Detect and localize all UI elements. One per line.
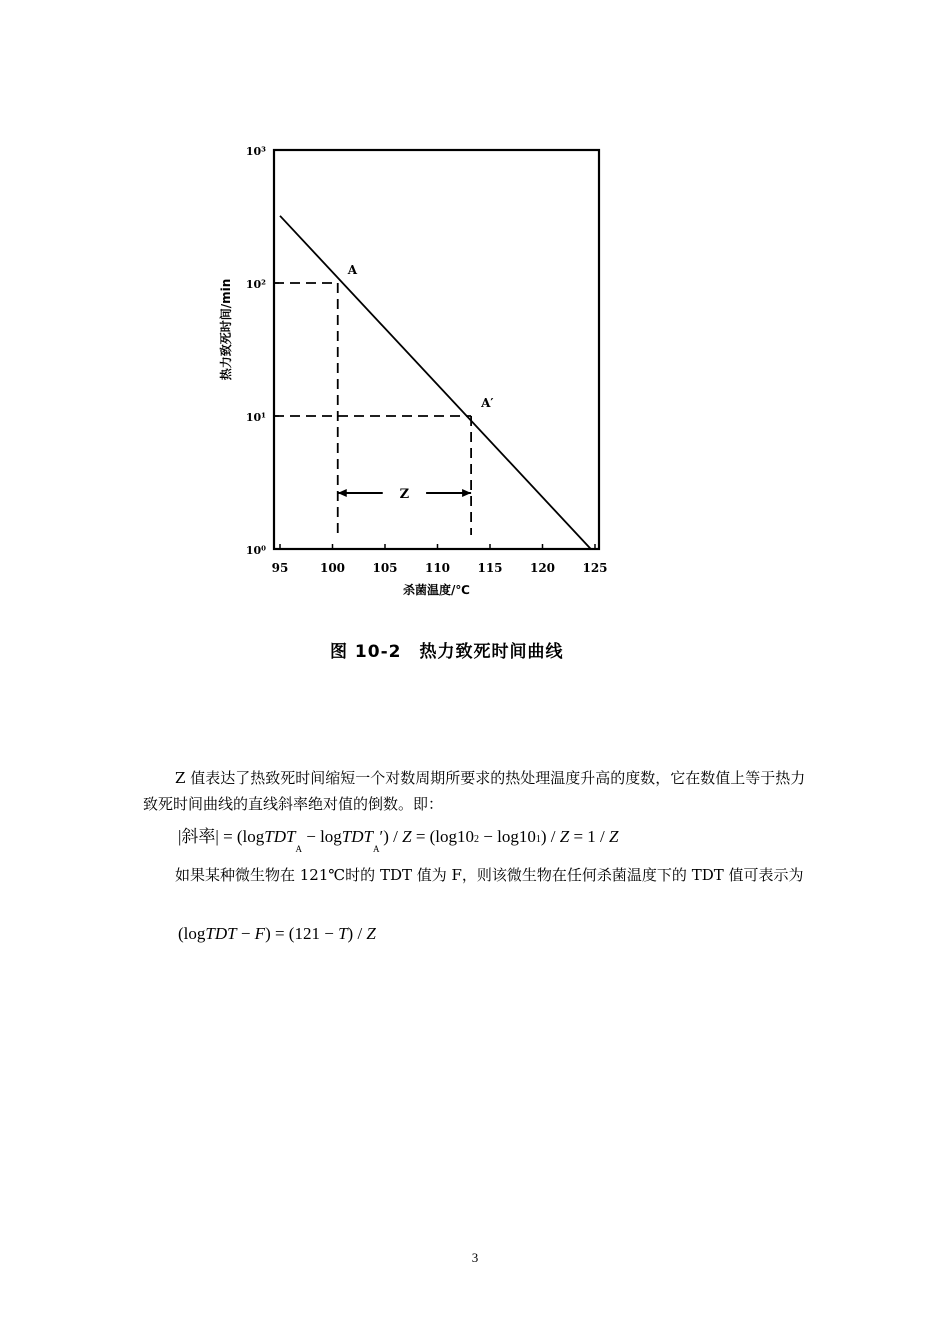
plot-frame <box>274 150 599 549</box>
page-number: 3 <box>471 1250 479 1265</box>
y-tick-label: 10¹ <box>245 411 266 424</box>
x-tick-label: 95 <box>271 561 289 575</box>
figure-caption <box>330 637 563 662</box>
x-axis-label: 杀菌温度/℃ <box>403 583 470 597</box>
paragraph-tdt-f: 如果某种微生物在 121℃时的 TDT 值为 F，则该微生物在任何杀菌温度下的 TDT 值可表示为 <box>175 866 804 884</box>
chart-lines <box>274 216 591 549</box>
chart-axes <box>274 150 599 549</box>
equation-tdt: (logTDT − F) = (121 − T) / Z <box>178 924 376 943</box>
y-tick-label: 10² <box>245 278 266 291</box>
y-axis-label: 热力致死时间/min <box>219 278 233 381</box>
y-tick-label: 10³ <box>245 145 266 158</box>
point-label-a: A <box>347 263 358 277</box>
x-tick-label: 100 <box>319 561 346 575</box>
x-tick-label: 115 <box>477 561 503 575</box>
equation-slope-left: |斜率| <box>178 827 219 846</box>
point-label-a-prime: A′ <box>481 396 494 410</box>
x-tick-label: 120 <box>529 561 556 575</box>
x-tick-label: 105 <box>372 561 398 575</box>
z-label: Z <box>399 487 410 502</box>
figure-caption-text: 热力致死时间曲线 <box>419 642 564 662</box>
equation-slope: |斜率| = (logTDT$_A$ − logTDT$_A$′) / Z = (log102 − log101) / Z = 1 / Z <box>178 827 619 854</box>
z-arrow-left <box>338 489 347 497</box>
z-arrow-right <box>462 489 471 497</box>
x-tick-label: 125 <box>582 561 608 575</box>
tdt-chart <box>0 0 950 620</box>
chart-ticks <box>246 145 608 575</box>
paragraph-z-value: Z 值表达了热致死时间缩短一个对数周期所要求的热处理温度升高的度数，它在数值上等于热力致死时间曲线的直线斜率绝对值的倒数。即： <box>143 769 806 813</box>
x-tick-label: 110 <box>424 561 451 575</box>
figure-caption-number: 图 10-2 <box>330 642 402 662</box>
y-tick-label: 10⁰ <box>245 544 266 557</box>
tdt-curve-line <box>280 216 591 549</box>
